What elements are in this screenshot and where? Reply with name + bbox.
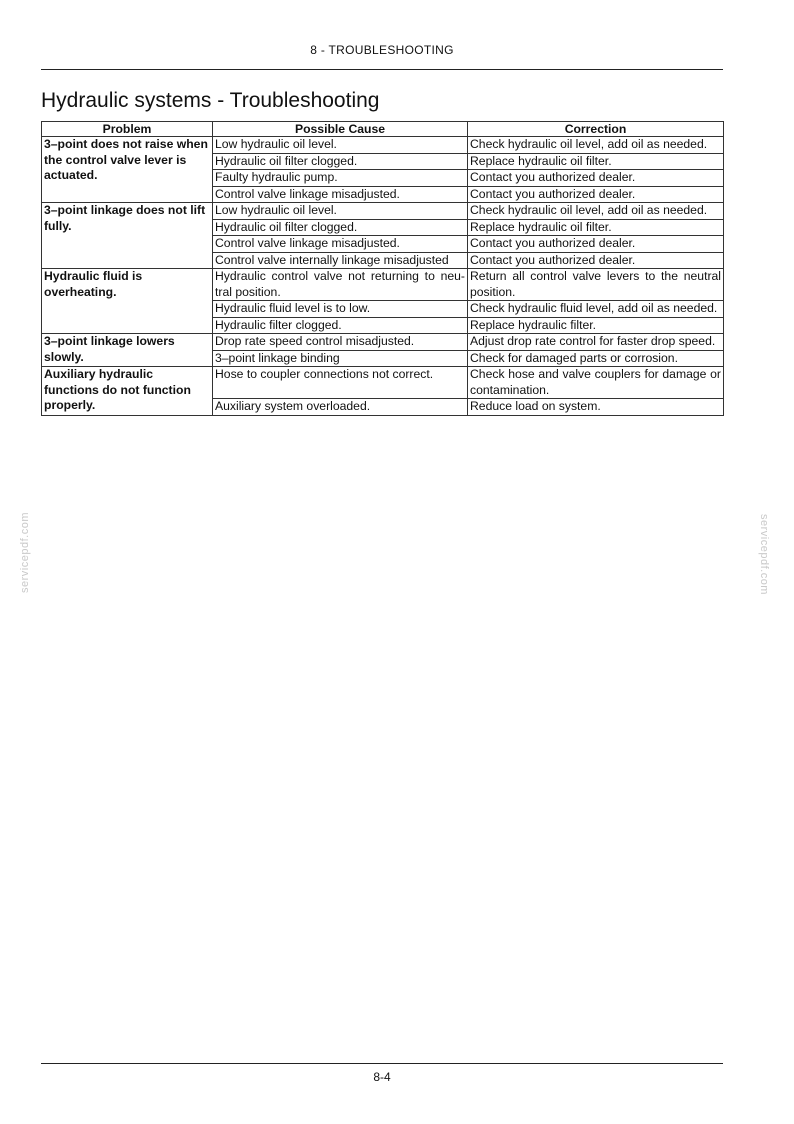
correction-cell: Check hydraulic oil level, add oil as needed.	[468, 137, 724, 154]
problem-cell: 3–point does not raise when the control valve lever is actuated.	[42, 137, 213, 203]
running-head: 8 - TROUBLESHOOTING	[310, 43, 454, 57]
correction-cell: Contact you authorized dealer.	[468, 170, 724, 187]
cause-cell: Low hydraulic oil level.	[213, 203, 468, 220]
cause-cell: Hydraulic oil filter clogged.	[213, 219, 468, 236]
correction-cell: Check hydraulic oil level, add oil as needed.	[468, 203, 724, 220]
table-row	[42, 203, 724, 220]
problem-cell: Hydraulic fluid is overheating.	[42, 269, 213, 334]
correction-cell: Check for damaged parts or corrosion.	[468, 350, 724, 367]
column-header-problem: Problem	[42, 122, 213, 137]
cause-cell: Hydraulic control valve not returning to neu-tral position.	[213, 269, 468, 301]
correction-cell: Check hydraulic fluid level, add oil as needed.	[468, 301, 724, 318]
correction-cell: Reduce load on system.	[468, 399, 724, 416]
cause-cell: Hydraulic filter clogged.	[213, 317, 468, 334]
column-header-correction: Correction	[468, 122, 724, 137]
correction-cell: Contact you authorized dealer.	[468, 252, 724, 269]
correction-cell: Check hose and valve couplers for damage or contamination.	[468, 367, 724, 399]
cause-cell: Drop rate speed control misadjusted.	[213, 334, 468, 351]
problem-cell: 3–point linkage does not lift fully.	[42, 203, 213, 269]
cause-cell: Hydraulic oil filter clogged.	[213, 153, 468, 170]
watermark-left: servicepdf.com	[19, 512, 31, 593]
table-row	[42, 269, 724, 301]
table-row	[42, 334, 724, 351]
cause-cell: Hydraulic fluid level is to low.	[213, 301, 468, 318]
cause-cell: Hose to coupler connections not correct.	[213, 367, 468, 399]
cause-cell: 3–point linkage binding	[213, 350, 468, 367]
cause-cell: Low hydraulic oil level.	[213, 137, 468, 154]
header-rule	[41, 69, 723, 70]
page-title: Hydraulic systems - Troubleshooting	[41, 89, 380, 112]
table-row	[42, 367, 724, 399]
correction-cell: Contact you authorized dealer.	[468, 186, 724, 203]
watermark-right: servicepdf.com	[758, 514, 770, 595]
table-row	[42, 137, 724, 154]
table-header-row	[42, 122, 724, 137]
troubleshooting-table	[41, 121, 724, 416]
cause-cell: Control valve linkage misadjusted.	[213, 236, 468, 253]
cause-cell: Control valve internally linkage misadjusted	[213, 252, 468, 269]
column-header-possible-cause: Possible Cause	[213, 122, 468, 137]
page-number: 8-4	[373, 1070, 391, 1084]
cause-cell: Faulty hydraulic pump.	[213, 170, 468, 187]
footer-rule	[41, 1063, 723, 1064]
cause-cell: Control valve linkage misadjusted.	[213, 186, 468, 203]
correction-cell: Return all control valve levers to the neutral position.	[468, 269, 724, 301]
correction-cell: Replace hydraulic oil filter.	[468, 219, 724, 236]
correction-cell: Adjust drop rate control for faster drop speed.	[468, 334, 724, 351]
correction-cell: Contact you authorized dealer.	[468, 236, 724, 253]
problem-cell: Auxiliary hydraulic functions do not function properly.	[42, 367, 213, 416]
correction-cell: Replace hydraulic oil filter.	[468, 153, 724, 170]
table-body	[42, 137, 724, 416]
correction-cell: Replace hydraulic filter.	[468, 317, 724, 334]
problem-cell: 3–point linkage lowers slowly.	[42, 334, 213, 367]
cause-cell: Auxiliary system overloaded.	[213, 399, 468, 416]
